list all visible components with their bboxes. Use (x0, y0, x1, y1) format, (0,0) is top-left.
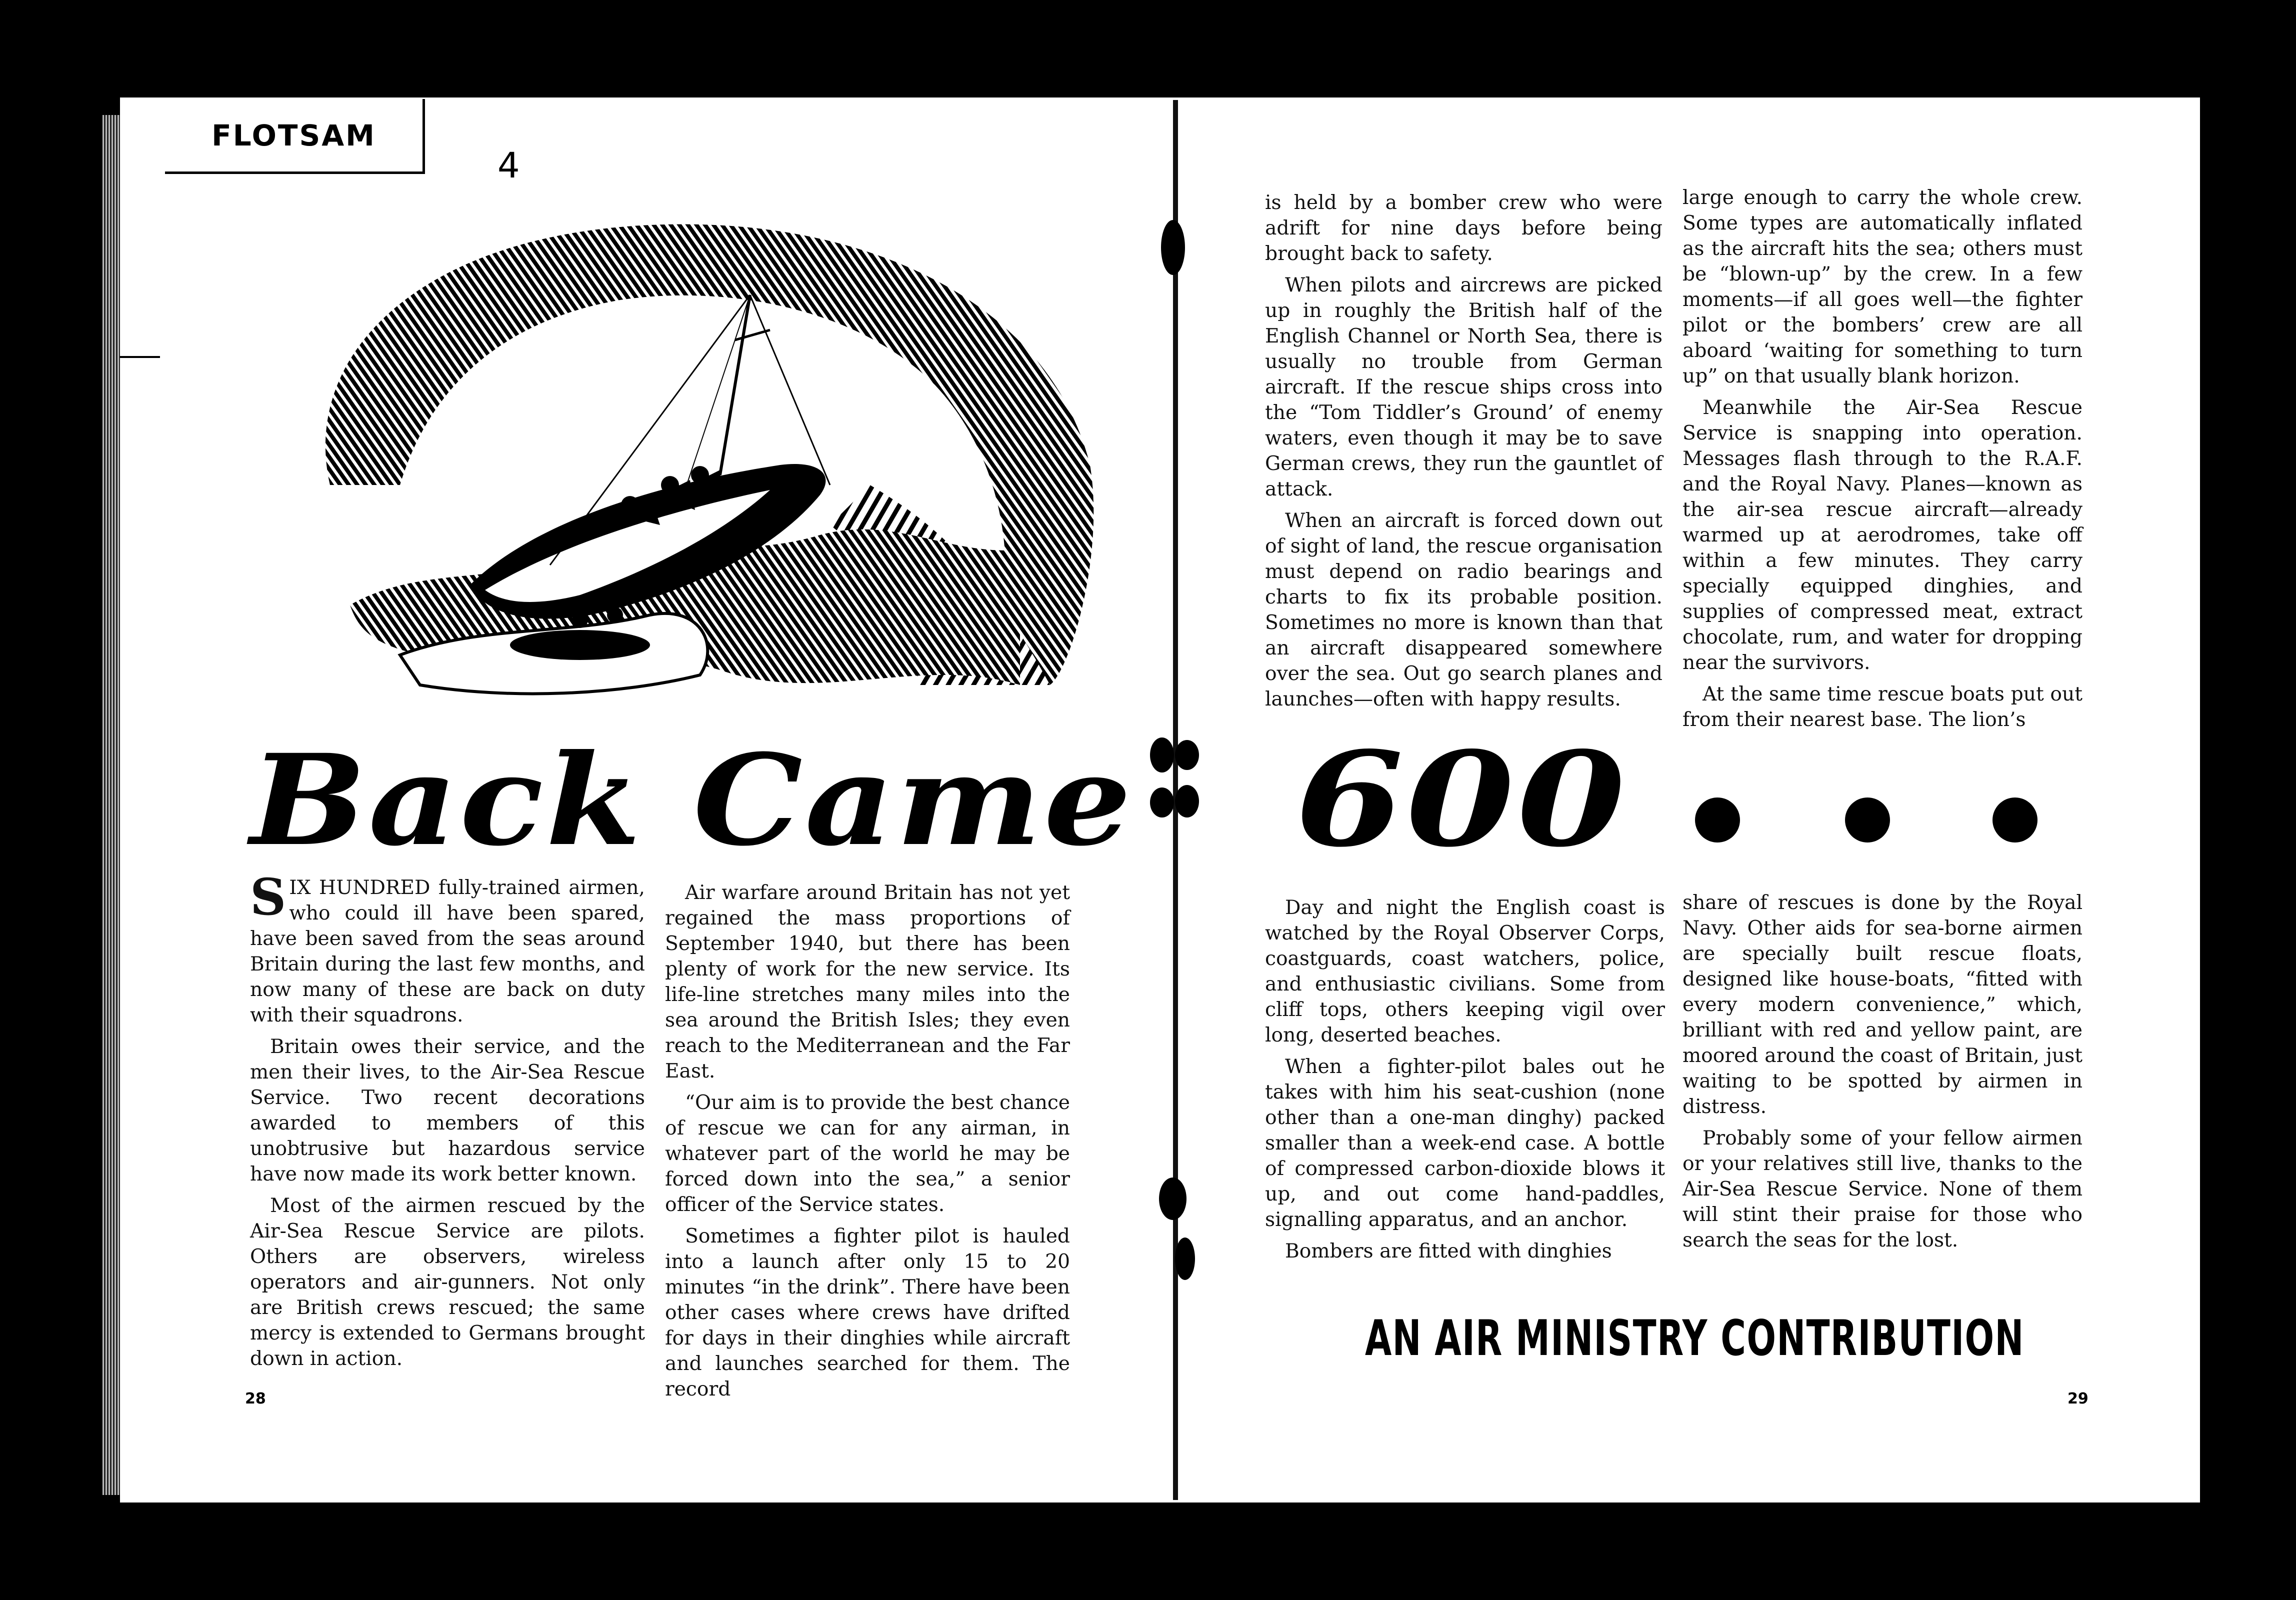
paragraph: Probably some of your fellow airmen or your relatives still live, thanks to the Air-Sea Rescue Service. None of them will stint their praise for those who search the seas for the lost. (1682, 1127, 2082, 1252)
article-column-3 (1265, 190, 1662, 712)
binding-hole (1161, 220, 1185, 275)
drop-cap: S (250, 868, 286, 926)
section-header (165, 99, 425, 174)
paragraph: Air warfare around Britain has not yet regained the mass proportions of September 1940, but there has been plenty of work for the new service. Its life-line stretches many miles into the sea around the British Isles; they even reach to the Mediterranean and the Far East. (665, 882, 1070, 1082)
binding-hole (1150, 738, 1174, 772)
margin-rule (120, 356, 160, 358)
binding-hole (1175, 1238, 1195, 1280)
paragraph: “Our aim is to provide the best chance of rescue we can for any airman, in whatever part of the world he may be forced down into the sea,” a senior officer of the Service states. (665, 1092, 1070, 1216)
page-edges (102, 115, 122, 1495)
headline-back-came: Back Came (250, 726, 1134, 874)
paragraph: Sometimes a fighter pilot is hauled into a launch after only 15 to 20 minutes “in the drink”. There have been other cases where crews have drifted for days in their dinghies while aircraft and launches searched for them. The record (665, 1225, 1070, 1400)
ellipsis-dot (1992, 798, 2038, 842)
paragraph: Most of the airmen rescued by the Air-Sea Rescue Service are pilots. Others are observers, wireless operators and air-gunners. Not only are British crews rescued; the same mercy is extended to Germans brought down in action. (250, 1194, 645, 1370)
handwritten-mark: 4 (498, 145, 520, 186)
paragraph: Britain owes their service, and the men their lives, to the Air-Sea Rescue Service. Two recent decorations awarded to members of this unobtrusive but hazardous service have now made its work better known. (250, 1036, 645, 1186)
paragraph: SIX HUNDRED fully-trained airmen, who could ill have been spared, have been saved from the seas around Britain during the last few months, and now many of these are back on duty with their squadrons. (250, 868, 645, 1026)
paragraph: When a fighter-pilot bales out he takes with him his seat-cushion (none other than a one-man dinghy) packed smaller than a week-end case. A bottle of compressed carbon-dioxide blows it up, and out come hand-paddles, signalling apparatus, and an anchor. (1265, 1056, 1665, 1231)
paragraph: When an aircraft is forced down out of sight of land, the rescue organisation must depend on radio bearings and charts to fix its probable position. Sometimes no more is known than that an aircraft disappeared somewhere over the sea. Out go search planes and launches—often with happy results. (1265, 510, 1662, 710)
article-column-6 (1682, 890, 2082, 1253)
paragraph: When pilots and aircrews are picked up in roughly the British half of the English Channel or North Sea, there is usually no trouble from German aircraft. If the rescue ships cross into the “Tom Tiddler’s Ground’ of enemy waters, even though it may be to save German crews, they run the gauntlet of attack. (1265, 274, 1662, 500)
paragraph: large enough to carry the whole crew. Some types are automatically inflated as the aircraft hits the sea; others must be “blown-up” by the crew. In a few moments—if all goes well—the fighter pilot or the bombers’ crew are all aboard ‘waiting for something to turn up” on that usually blank horizon. (1682, 186, 2082, 388)
paragraph: share of rescues is done by the Royal Navy. Other aids for sea-borne airmen are specially built rescue floats, designed like house-boats, “fitted with every modern convenience,” which, brilliant with red and yellow paint, are moored around the coast of Britain, just waiting to be spotted by airmen in distress. (1682, 892, 2082, 1118)
headline-600: 600 (1295, 724, 1628, 876)
paragraph: is held by a bomber crew who were adrift for nine days before being brought back to safety. (1265, 192, 1662, 265)
page-number-left: 28 (245, 1390, 266, 1408)
binding-hole (1159, 1178, 1186, 1220)
rescue-boat-illustration (270, 205, 1120, 705)
ellipsis-dot (1845, 798, 1890, 842)
article-column-2 (665, 880, 1070, 1402)
paragraph: Day and night the English coast is watched by the Royal Observer Corps, coastguards, coast watchers, police, and enthusiastic civilians. Some from cliff tops, others keeping vigil over long, deserted beaches. (1265, 896, 1665, 1046)
article-column-4 (1682, 185, 2082, 732)
contribution-credit: AN AIR MINISTRY CONTRIBUTION (1365, 1310, 2024, 1367)
section-title: FLOTSAM (212, 118, 376, 152)
article-column-1 (250, 868, 645, 1372)
ellipsis-dot (1695, 798, 1740, 842)
paragraph: Bombers are fitted with dinghies (1285, 1240, 1612, 1262)
binding-hole (1150, 788, 1174, 818)
binding-hole (1175, 785, 1199, 818)
page-number-right: 29 (2068, 1390, 2088, 1408)
paragraph: Meanwhile the Air-Sea Rescue Service is snapping into operation. Messages flash through to the R.A.F. and the Royal Navy. Planes—known as the air-sea rescue aircraft—already warmed up at aerodromes, take off within a few minutes. They carry specially equipped dinghies, and supplies of compressed meat, extract chocolate, rum, and water for dropping near the survivors. (1682, 396, 2082, 674)
article-column-5 (1265, 895, 1665, 1264)
paragraph: At the same time rescue boats put out from their nearest base. The lion’s (1682, 683, 2082, 731)
binding-hole (1175, 740, 1199, 770)
